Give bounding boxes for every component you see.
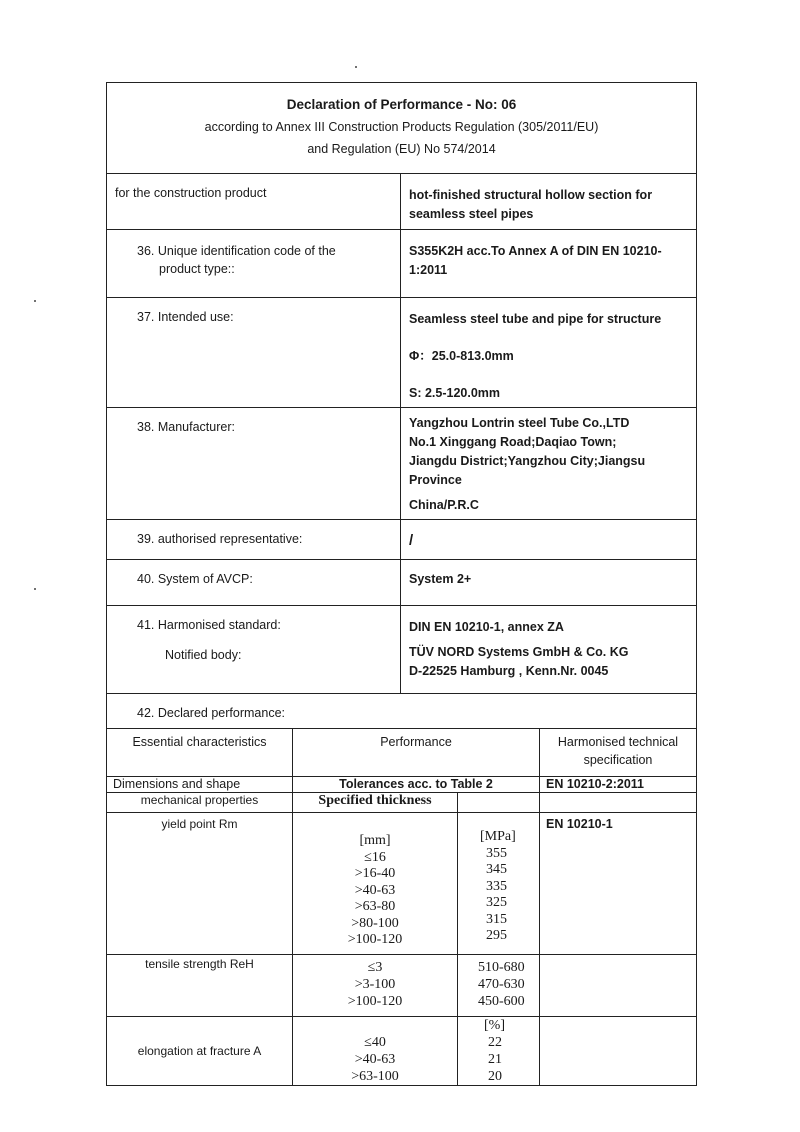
item-38-label: 38. Manufacturer: [107,408,401,520]
yield-value-list: [MPa] 355 345 335 325 315 295 [458,813,540,955]
declaration-document [106,82,696,1086]
col-essential-characteristics: Essential characteristics [107,729,293,777]
item-37-value: Seamless steel tube and pipe for structure Φ：25.0-813.0mm S: 2.5-120.0mm [401,298,697,408]
scan-speck [34,588,36,590]
elongation-spec-empty [540,1017,697,1086]
document-header [107,83,697,174]
mech-value-empty [458,793,540,813]
item-41-value: DIN EN 10210-1, annex ZA TÜV NORD Systems GmbH & Co. KG D-22525 Hamburg , Kenn.Nr. 0045 [401,606,697,694]
tensile-spec-empty [540,955,697,1017]
declaration-table [106,82,697,729]
item-42-label: 42. Declared performance: [107,694,697,729]
dimensions-label: Dimensions and shape [107,777,293,793]
regulation-line: according to Annex III Construction Products Regulation (305/2011/EU) [204,120,599,134]
col-performance: Performance [293,729,540,777]
yield-spec: EN 10210-1 [540,813,697,955]
scan-speck [34,300,36,302]
yield-thickness-list: [mm] ≤16 >16-40 >40-63 >63-80 >80-100 >100-120 [293,813,458,955]
item-39-value: / [401,520,697,560]
item-36-label: 36. Unique identification code of the product type:: [107,230,401,298]
regulation-line-2: and Regulation (EU) No 574/2014 [307,142,496,156]
dimensions-performance: Tolerances acc. to Table 2 [293,777,540,793]
item-40-value: System 2+ [401,560,697,606]
elongation-label: elongation at fracture A [107,1017,293,1086]
elongation-thickness-list: ≤40 >40-63 >63-100 [293,1017,458,1086]
product-value: hot-finished structural hollow section for seamless steel pipes [401,174,697,230]
performance-table [106,728,697,1086]
item-38-value: Yangzhou Lontrin steel Tube Co.,LTD No.1 Xinggang Road;Daqiao Town; Jiangdu District;Yangzhou City;Jiangsu Province China/P.R.C [401,408,697,520]
tensile-thickness-list: ≤3 >3-100 >100-120 [293,955,458,1017]
tensile-value-list: 510-680 470-630 450-600 [458,955,540,1017]
col-harmonised-spec: Harmonised technical specification [540,729,697,777]
scan-speck [355,66,357,68]
document-title: Declaration of Performance - No: 06 [286,97,517,112]
item-41-label: 41. Harmonised standard: Notified body: [107,606,401,694]
elongation-value-list: [%] 22 21 20 [458,1017,540,1086]
yield-point-label: yield point Rm [107,813,293,955]
item-36-value: S355K2H acc.To Annex A of DIN EN 10210- 1:2011 [401,230,697,298]
mechanical-label: mechanical properties [107,793,293,813]
product-label: for the construction product [107,174,401,230]
item-37-label: 37. Intended use: [107,298,401,408]
specified-thickness: Specified thickness [293,793,458,813]
tensile-strength-label: tensile strength ReH [107,955,293,1017]
item-40-label: 40. System of AVCP: [107,560,401,606]
item-39-label: 39. authorised representative: [107,520,401,560]
mech-spec-empty [540,793,697,813]
dimensions-spec: EN 10210-2:2011 [540,777,697,793]
